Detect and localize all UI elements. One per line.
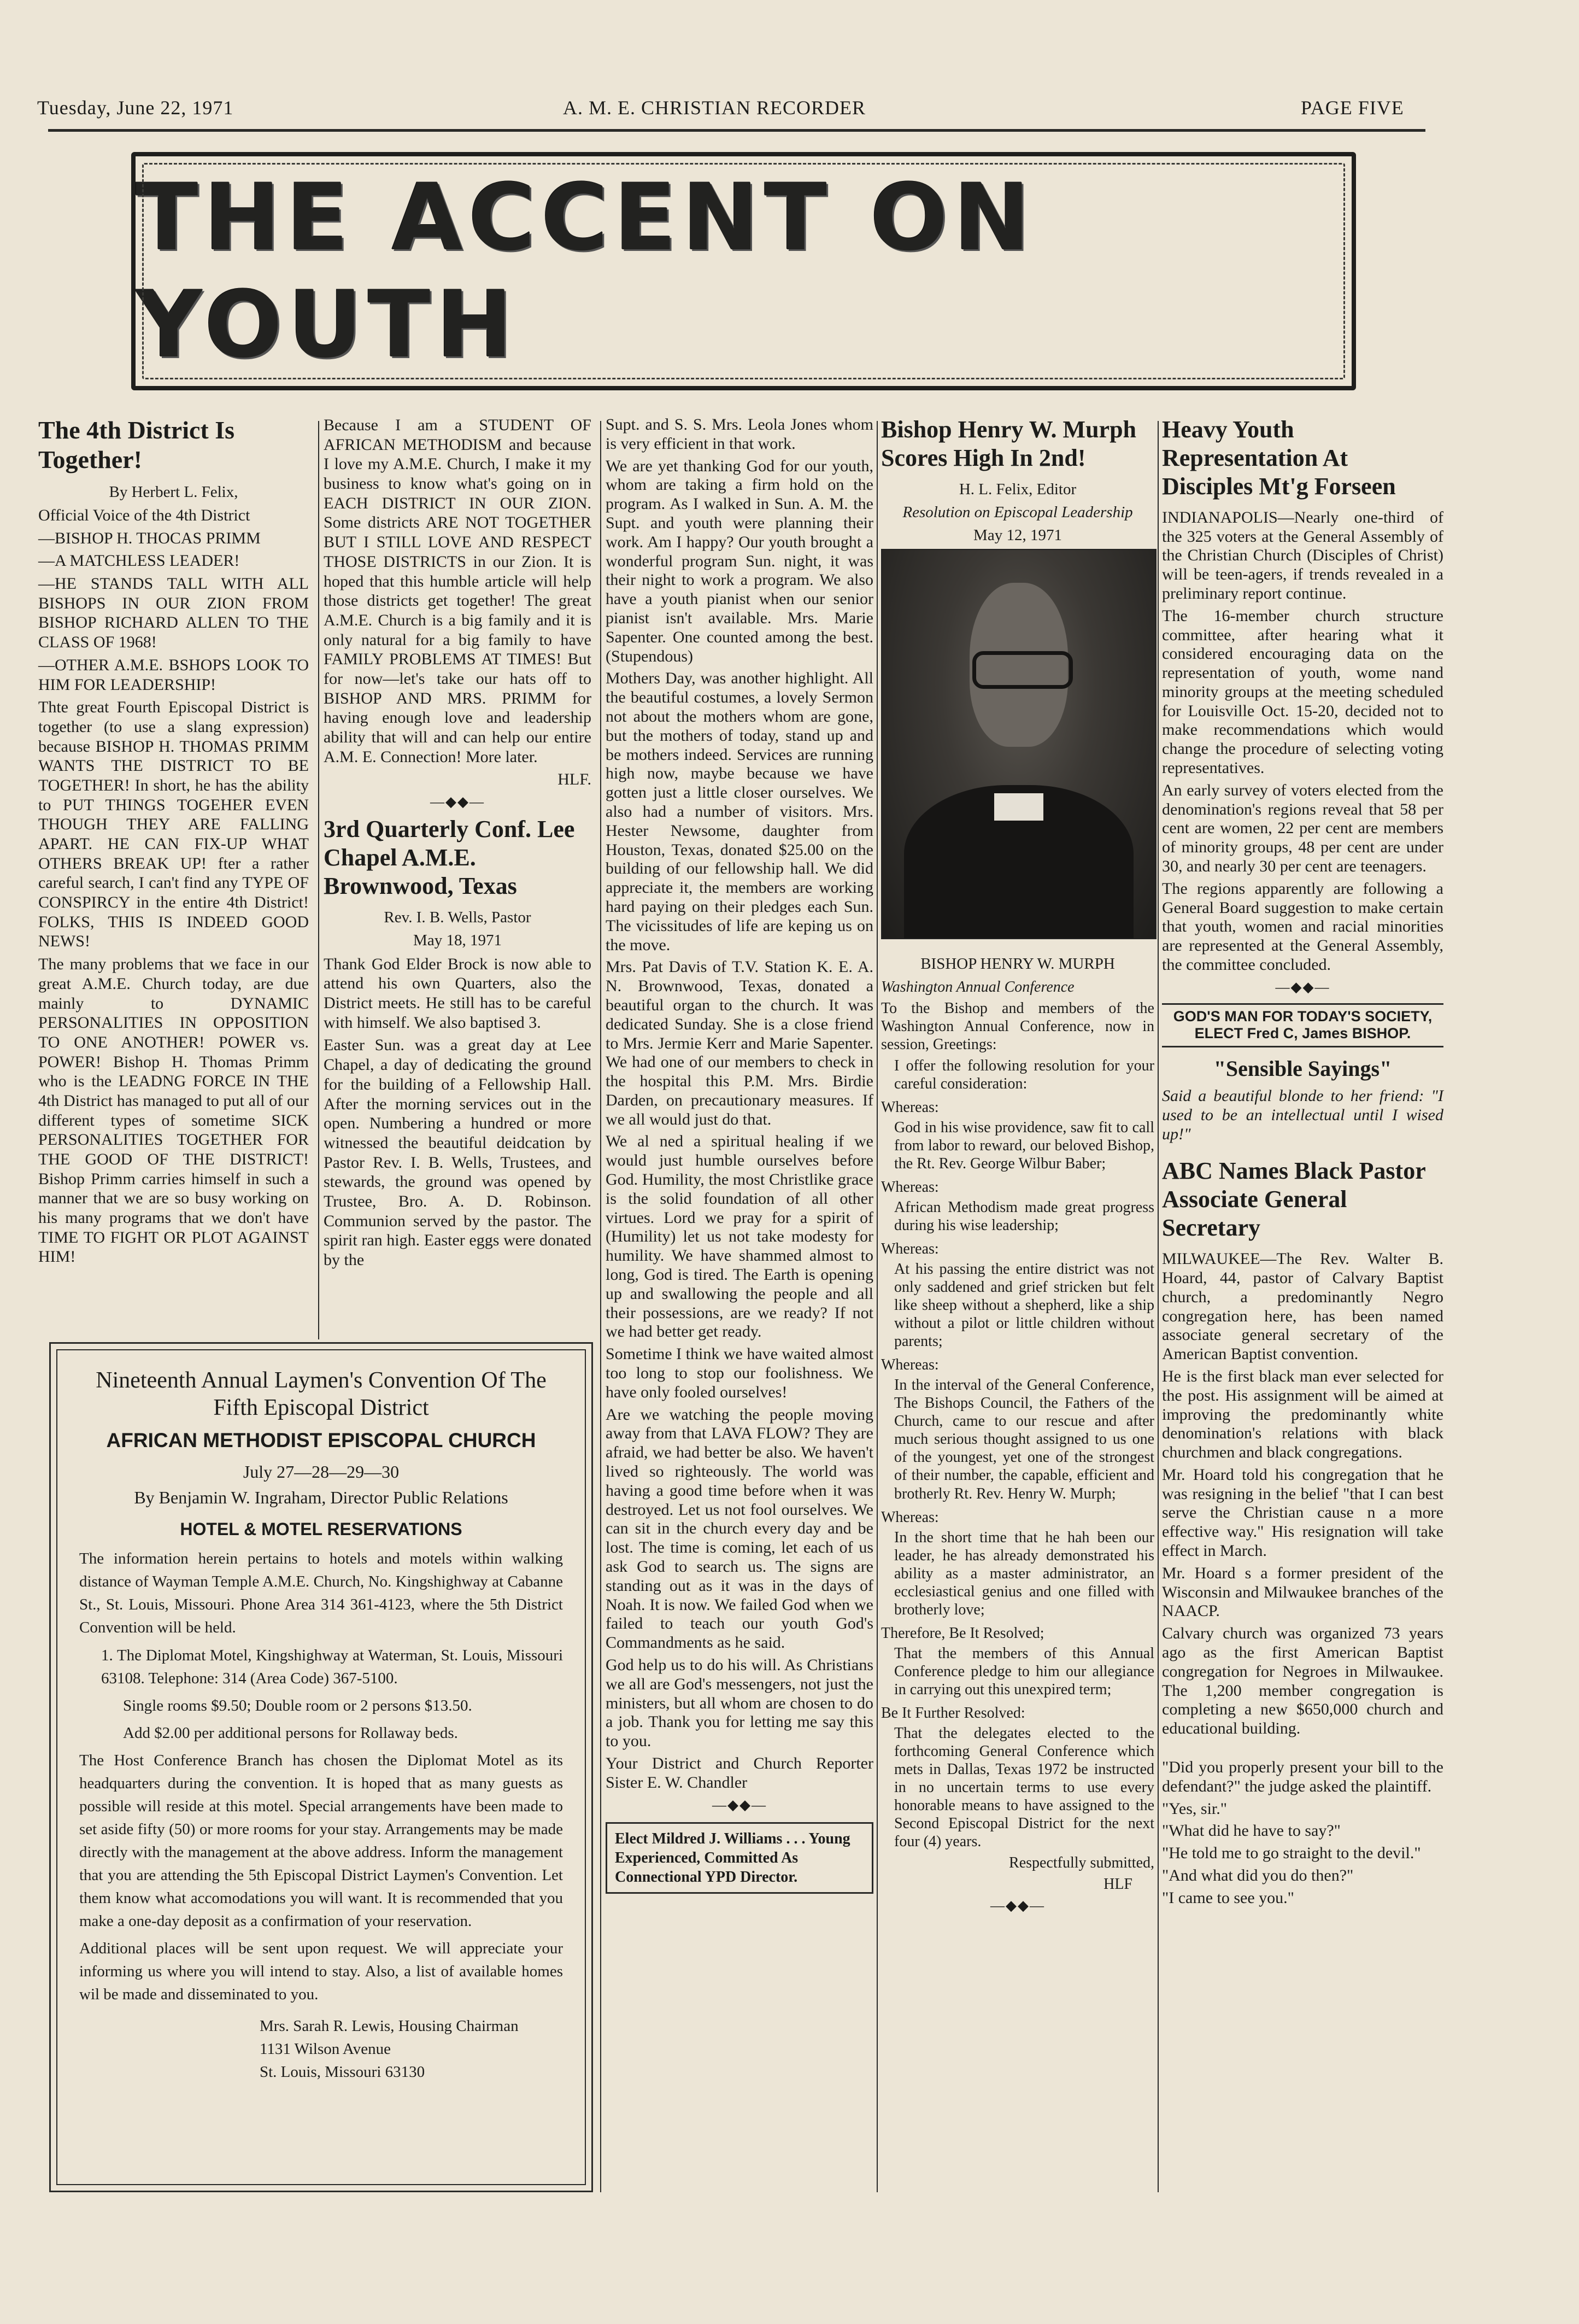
sensible-sayings-title: "Sensible Sayings": [1213, 1056, 1392, 1081]
column-divider: [318, 421, 319, 1339]
convention-dates: July 27—28—29—30: [243, 1462, 400, 1482]
joke-line: "I came to see you.": [1162, 1888, 1294, 1907]
motel-listing: 1. The Diplomat Motel, Kingshighway at Waterman, St. Louis, Missouri 63108. Telephone: 314 (Area Code) 367-5100.: [101, 1646, 563, 1687]
motel-rates: Single rooms $9.50; Double room or 2 persons $13.50.: [123, 1696, 472, 1714]
byline-editor: H. L. Felix, Editor: [959, 480, 1077, 498]
paragraph: To the Bishop and members of the Washington Annual Conference, now in session, Greetings:: [881, 999, 1154, 1053]
issue-date: Tuesday, June 22, 1971: [37, 97, 234, 119]
list-line-3: —HE STANDS TALL WITH ALL BISHOPS IN OUR ZION FROM BISHOP RICHARD ALLEN TO THE CLASS OF 1968!: [38, 575, 309, 652]
paragraph: Easter Sun. was a great day at Lee Chapel, a day of dedicating the ground for the building of a Fellowship Hall. After the morning services out in the open. Numbering a hundred or more witnessed the beautiful deidcation by Pastor Rev. I. B. Wells, Trustees, and stewards, the ground was opened by Trustee, Bro. A. D. Robinson. Communion served by the pastor. The spirit ran high. Easter eggs were donated by the: [324, 1036, 591, 1269]
whereas-1: God in his wise providence, saw fit to call from labor to reward, our beloved Bishop, the Rt. Rev. George Wilbur Baber;: [894, 1119, 1154, 1172]
paragraph: Because I am a STUDENT OF AFRICAN METHODISM and because I love my A.M.E. Church, I make it my business to know what's going on in EACH DISTRICT IN OUR ZION. Some districts ARE NOT TOGETHER BUT I STILL LOVE AND RESPECT THOSE DISTRICTS in our Zion. It is hoped that this humble article will help those districts get together! The great A.M.E. Church is a big family and it is only natural for a big family to have FAMILY PROBLEMS AT TIMES! But for now—let's take our hats off to BISHOP AND MRS. PRIMM for having enough love and leadership ability that will and can help our entire A.M. E. Connection! More later.: [324, 416, 591, 766]
signature-hlf: HLF.: [557, 770, 591, 789]
paragraph: Sometime I think we have waited almost too long to stop our foolishness. We have only fooled ourselves!: [606, 1345, 873, 1401]
whereas-4: In the interval of the General Conference, The Bishops Council, the Fathers of the Church, came to our rescue and after much serious thought assigned to us one of the youngest, yet one of the strongest of their number, the capable, efficient and brotherly Rt. Rev. Henry W. Murph;: [894, 1377, 1154, 1502]
whereas-label: Whereas:: [881, 1508, 939, 1526]
banner-title: THE ACCENT ON YOUTH: [136, 164, 1036, 378]
paragraph: MILWAUKEE—The Rev. Walter B. Hoard, 44, pastor of Calvary Baptist church, a predominantly Negro congregation here, has been named associate general secretary of the American Baptist convention.: [1162, 1250, 1443, 1363]
column-divider: [600, 421, 601, 2192]
column-bishop-murph: [881, 415, 1154, 1919]
sensible-sayings-text: Said a beautiful blonde to her friend: "I used to be an intellectual until I wised up!": [1162, 1087, 1443, 1143]
ornament-divider: —◆◆—: [990, 1898, 1045, 1914]
chairman-street: 1131 Wilson Avenue: [260, 2040, 391, 2058]
paragraph: The many problems that we face in our great A.M.E. Church today, are due mainly to DYNAMIC PERSONALITIES IN OPPOSITION TO ONE ANOTHER! POWER vs. POWER! Bishop H. Thomas Primm who is the LEADNG FORCE IN THE 4th District has managed to put all of our different types of sometime SICK PERSONALITIES TOGETHER FOR THE GOOD OF THE DISTRICT! Bishop Primm carries himself in such a manner that we are so busy working on his many programs that we don't have TIME TO FIGHT OR PLOT AGAINST HIM!: [38, 955, 309, 1266]
paragraph: He is the first black man ever selected for the post. His assignment will be aimed at improving the predominantly white denomination's relations with black churchmen and black congregations.: [1162, 1367, 1443, 1462]
paragraph: Additional places will be sent upon request. We will appreciate your informing us where you will intend to stay. Also, a list of available homes wil be made and disseminated to you.: [79, 1940, 563, 2004]
joke-line: "Did you properly present your bill to the defendant?" the judge asked the plaintiff.: [1162, 1758, 1443, 1795]
james-bishop-notice: GOD'S MAN FOR TODAY'S SOCIETY, ELECT Fred C, James BISHOP.: [1162, 1003, 1443, 1047]
paragraph: Supt. and S. S. Mrs. Leola Jones whom is very efficient in that work.: [606, 415, 873, 453]
list-line-1: —BISHOP H. THOCAS PRIMM: [38, 529, 261, 547]
date-lee-chapel: May 18, 1971: [413, 932, 502, 950]
column-youth-news: [1162, 415, 1443, 1911]
whereas-label: Whereas:: [881, 1098, 939, 1116]
byline-wells: Rev. I. B. Wells, Pastor: [384, 908, 531, 926]
resolved-2: That the delegates elected to the forthcoming General Conference which mets in Dallas, Texas 1972 be instructed in no uncertain terms to use every honorable means to have assigned to the Second Episcopal District for the next four (4) years.: [894, 1724, 1154, 1851]
paragraph: An early survey of voters elected from the denomination's regions reveal that 58 per cent are women, 22 per cent are members of minority groups, 48 per cent are under 30, and nearly 30 per cent are teenagers.: [1162, 781, 1443, 876]
joke-line: "What did he have to say?": [1162, 1822, 1341, 1840]
paragraph: I offer the following resolution for your careful consideration:: [894, 1057, 1154, 1092]
paragraph: Calvary church was organized 73 years ago as the first American Baptist congregation for Negroes in Milwaukee. The 1,200 member congregation is completing a new $650,000 church and educational building.: [1162, 1624, 1443, 1738]
paragraph: INDIANAPOLIS—Nearly one-third of the 325 voters at the General Assembly of the Christian Church (Disciples of Christ) will be teen-agers, if trends revealed in a preliminary report continue.: [1162, 508, 1443, 602]
tagline: Official Voice of the 4th District: [38, 506, 250, 525]
resolved-1: That the members of this Annual Conference pledge to him our allegiance in carrying out this unexpired term;: [894, 1644, 1154, 1698]
whereas-label: Whereas:: [881, 1356, 939, 1374]
paragraph: The Host Conference Branch has chosen the Diplomat Motel as its headquarters during the convention. It is hoped that as many guests as possible will reside at this motel. Special arrangements have been made to set aside fifty (50) or more rooms for your stay. Arrangements may be made directly with the management at the above address. Inform the management that you are attending the 5th Episcopal District Laymen's Convention. Let them know what accomodations you will want. It is recommended that you make a one-day deposit as a confirmation of your reservation.: [79, 1751, 563, 1930]
joke-line: "And what did you do then?": [1162, 1866, 1354, 1885]
closing: Respectfully submitted,: [1009, 1854, 1154, 1872]
housing-chairman: Mrs. Sarah R. Lewis, Housing Chairman: [260, 2017, 519, 2035]
ornament-divider: —◆◆—: [1275, 979, 1330, 995]
therefore-label: Therefore, Be It Resolved;: [881, 1624, 1044, 1642]
bishop-murph-photo: [881, 549, 1157, 939]
whereas-label: Whereas:: [881, 1179, 939, 1196]
paragraph: The 16-member church structure committee, after hearing what it considered encouraging data on the representation of youth, wome nand minority groups at the meeting scheduled for Louisville Oct. 15-20, decided not to make recommendations which would change the procedure of selecting voting representatives.: [1162, 606, 1443, 777]
whereas-2: African Methodism made great progress during his wise leadership;: [894, 1199, 1154, 1234]
reservations-heading: HOTEL & MOTEL RESERVATIONS: [180, 1519, 462, 1539]
signature-hlf: HLF: [1103, 1876, 1132, 1893]
paragraph: Thte great Fourth Episcopal District is together (to use a slang expression) because BISHOP H. THOMAS PRIMM WANTS THE DISTRICT TO BE TOGETHER! In short, he has the ability to PUT THINGS TOGEHER EVEN THOUGH THEY ARE FALLING APART. HE CAN FIX-UP WHAT OTHERS BREAK UP! fter a rather careful search, I can't find any TYPE OF CONSPIRCY in the entire 4th District! FOLKS, THIS IS INDEED GOOD NEWS!: [38, 698, 309, 951]
paragraph: The information herein pertains to hotels and motels within walking distance of Wayman Temple A.M.E. Church, No. Kingshighway at Cabanne St., St. Louis, Missouri. Phone Area 314 361-4123, where the 5th District Convention will be held.: [79, 1550, 563, 1637]
paragraph: The regions apparently are following a General Board suggestion to make certain that youth, women and racial minorities are represented at the General Assembly, the committee concluded.: [1162, 879, 1443, 974]
paragraph: Mrs. Pat Davis of T.V. Station K. E. A. N. Brownwood, Texas, donated a beautiful organ to the church. It was dedicated Sunday. She is a close friend to Mrs. Jermie Kerr and Marie Sapenter. We had one of our members to check in the hospital this P.M. Mrs. Birdie Darden, on precautionary measures. If we all would just do that.: [606, 958, 873, 1128]
convention-title: Nineteenth Annual Laymen's Convention Of The Fifth Episcopal District: [96, 1368, 547, 1421]
column-divider: [877, 421, 878, 2192]
paragraph: We al ned a spiritual healing if we would just humble ourselves before God. Humility, the most Christlike grace is the solid foundation of all other virtues. Lord we pray for a spirit of (Humility) let us not take modesty for humility. We have shammed almost to long, God is tired. The Earth is opening up and swallowing the people and all their possessions, are we ready? If not we had better get ready.: [606, 1132, 873, 1341]
paragraph: Thank God Elder Brock is now able to attend his own Quarters, also the District meets. He still has to be careful with himself. We also baptised 3.: [324, 955, 591, 1032]
byline-felix: By Herbert L. Felix,: [109, 483, 238, 501]
list-line-4: —OTHER A.M.E. BSHOPS LOOK TO HIM FOR LEADERSHIP!: [38, 655, 309, 694]
resolution-subtitle: Resolution on Episcopal Leadership: [902, 504, 1133, 522]
column-divider: [1158, 421, 1159, 2192]
photo-caption: BISHOP HENRY W. MURPH: [920, 955, 1115, 973]
section-banner: [131, 152, 1356, 390]
rollaway-rate: Add $2.00 per additional persons for Rollaway beds.: [123, 1724, 458, 1742]
signature-chandler: Your District and Church Reporter Sister E. W. Chandler: [606, 1754, 873, 1792]
ornament-divider: —◆◆—: [712, 1796, 767, 1813]
list-line-2: —A MATCHLESS LEADER!: [38, 552, 240, 570]
paragraph: Mr. Hoard told his congregation that he was resigning in the belief "that I can best serve the Christian cause n a more effective way." His resignation will take effect in March.: [1162, 1465, 1443, 1560]
paper-name: A. M. E. CHRISTIAN RECORDER: [563, 97, 866, 119]
column-4th-district: [38, 415, 309, 1270]
whereas-label: Whereas:: [881, 1240, 939, 1258]
joke-line: "Yes, sir.": [1162, 1799, 1227, 1818]
further-label: Be It Further Resolved:: [881, 1704, 1025, 1722]
laymen-convention-box: [49, 1342, 593, 2192]
page-number: PAGE FIVE: [1301, 97, 1404, 119]
column-lee-chapel: [324, 415, 591, 1273]
column-lee-chapel-cont: [606, 415, 873, 1894]
paragraph: Are we watching the people moving away from that LAVA FLOW? They are afraid, we had better be also. We haven't lived so righteously. The world was having a good time before when it was destroyed. Let us not fool ourselves. We can sit in the church every day and be lost. The time is coming, let each of us ask God to search us. The signs are standing out as it was in the days of Noah. It is now. We failed God when we failed to teach our youth God's Commandments as he said.: [606, 1405, 873, 1652]
conference-name: Washington Annual Conference: [881, 978, 1075, 996]
headline-disciples: Heavy Youth Representation At Disciples Mt'g Forseen: [1162, 416, 1396, 500]
chairman-city: St. Louis, Missouri 63130: [260, 2063, 425, 2081]
paragraph: God help us to do his will. As Christians we all are God's messengers, not just the ministers, but all whom are chosen to do a job. Thank you for letting me say this to you.: [606, 1656, 873, 1751]
headline-abc: ABC Names Black Pastor Associate General Secretary: [1162, 1157, 1425, 1242]
convention-byline: By Benjamin W. Ingraham, Director Public Relations: [134, 1487, 508, 1507]
church-name: AFRICAN METHODIST EPISCOPAL CHURCH: [106, 1429, 536, 1451]
headline-murph: Bishop Henry W. Murph Scores High In 2nd!: [881, 416, 1137, 471]
ypd-advertisement: Elect Mildred J. Williams . . . Young Experienced, Committed As Connectional YPD Director.: [606, 1822, 873, 1894]
joke-line: "He told me to go straight to the devil.": [1162, 1844, 1421, 1863]
whereas-5: In the short time that he hah been our leader, he has already demonstrated his ability as a master administrator, an ecclesiastical genius and one filled with brotherly love;: [894, 1529, 1154, 1618]
headline-4th-district: The 4th District Is Together!: [38, 416, 235, 474]
headline-lee-chapel: 3rd Quarterly Conf. Lee Chapel A.M.E. Brownwood, Texas: [324, 816, 575, 899]
paragraph: Mr. Hoard s a former president of the Wisconsin and Milwaukee branches of the NAACP.: [1162, 1564, 1443, 1620]
ornament-divider: —◆◆—: [430, 794, 485, 810]
paragraph: We are yet thanking God for our youth, whom are taking a firm hold on the program. As I walked in Sun. A. M. the Supt. and youth were planning their work. Am I happy? Our youth brought a wonderful program Sun. night, it was their night to work a program. We also have a youth pianist when our senior pianist isn't available. Mrs. Marie Sapenter. One counted among the best. (Stupendous): [606, 456, 873, 665]
date-murph: May 12, 1971: [973, 526, 1062, 545]
whereas-3: At his passing the entire district was not only saddened and grief stricken but felt like sheep without a shepherd, like a ship without a pilot or little children without parents;: [894, 1261, 1154, 1350]
paragraph: Mothers Day, was another highlight. All the beautiful costumes, a lovely Sermon not about the mothers whom are gone, but the mothers of today, stand up and be mothers indeed. Services are running high now, maybe because we have gotten just a little closer ourselves. We also had a number of visitors. Mrs. Hester Newsome, daughter from Houston, Texas, donated $25.00 on the building of our fellowship hall. We did appreciate it, the members are working hard paying on their pledges each Sun. The vicissitudes of life are keping us on the move.: [606, 669, 873, 954]
header-rule: [48, 129, 1425, 132]
